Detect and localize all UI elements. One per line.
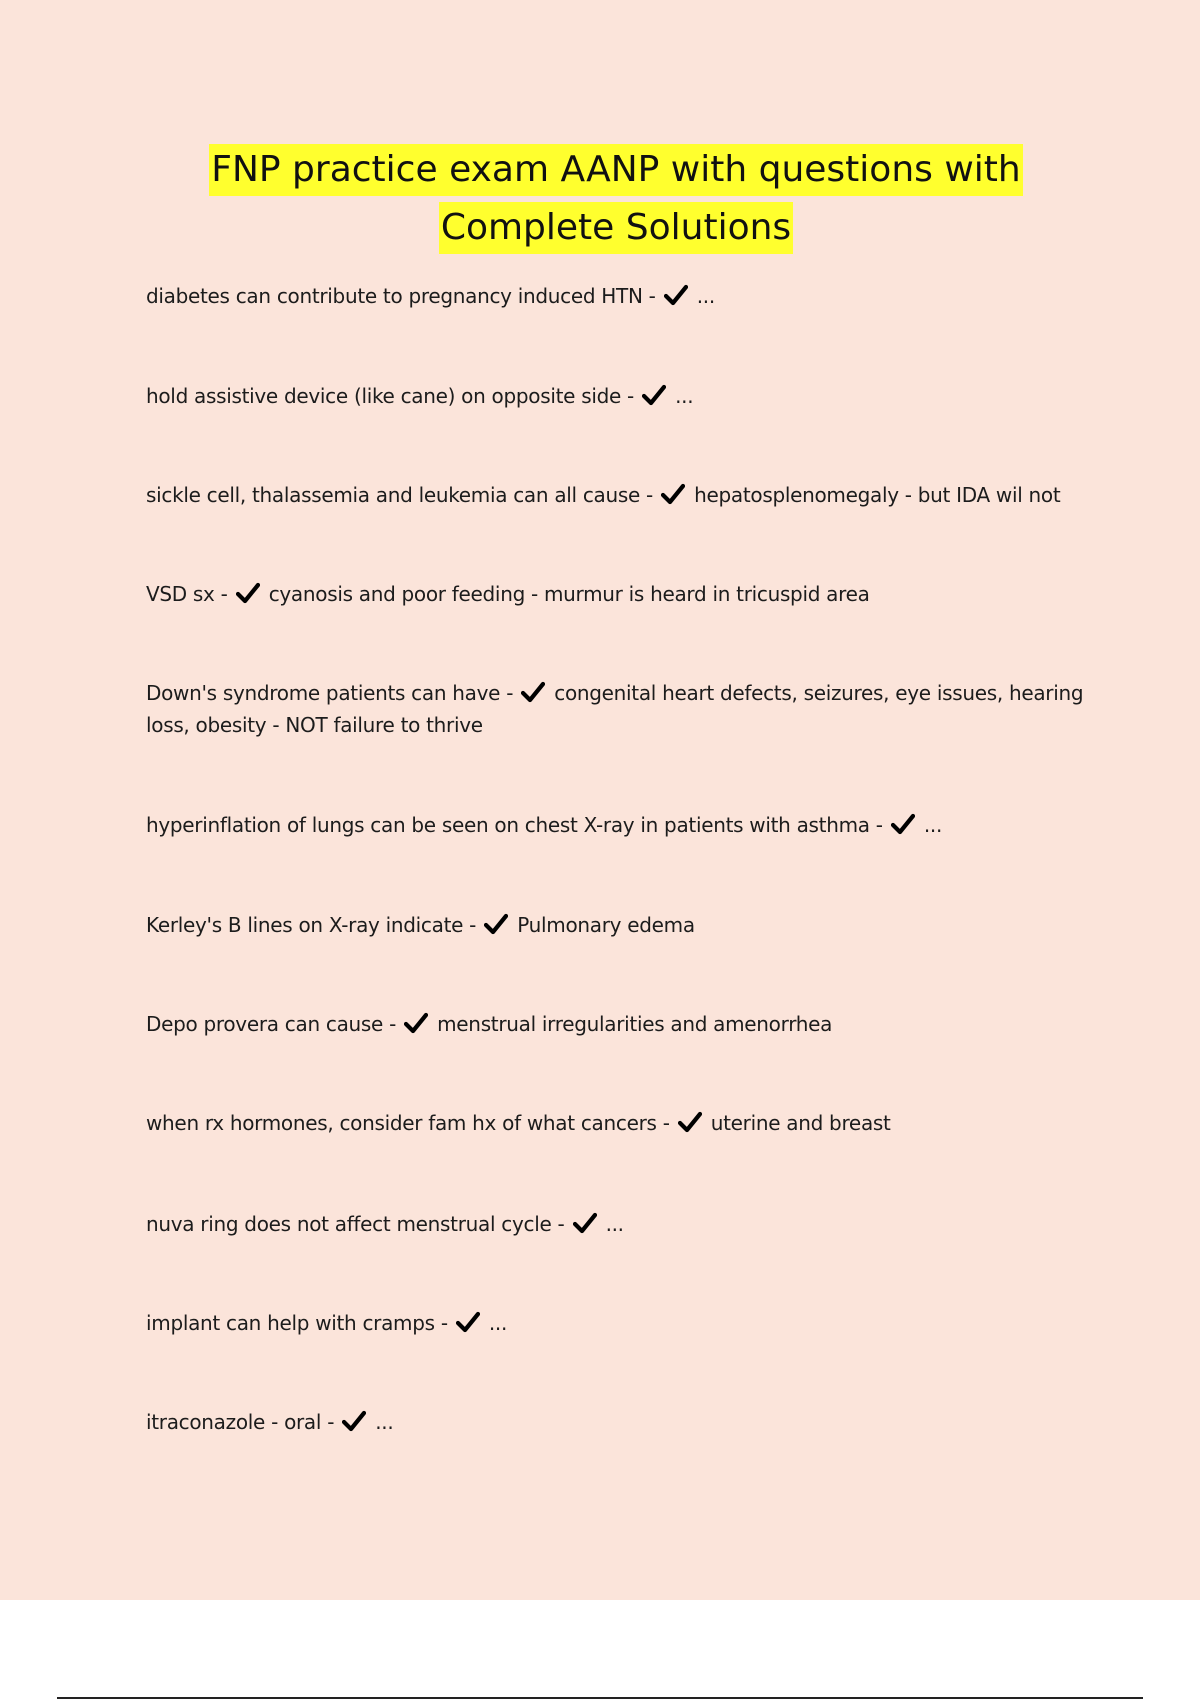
answer-text: ...: [923, 813, 943, 837]
qa-item: [146, 578, 1086, 610]
check-mark-icon: [678, 1111, 702, 1133]
check-mark-icon: [664, 284, 688, 306]
qa-item: [146, 380, 1086, 412]
qa-item: [146, 909, 1086, 941]
answer-text: Pulmonary edema: [517, 913, 695, 937]
question-text: implant can help with cramps -: [146, 1311, 448, 1335]
answer-text: congenital heart defects, seizures, eye issues, hearing loss, obesity - NOT failure to thrive: [146, 681, 1084, 737]
check-mark-icon: [642, 384, 666, 406]
footer-divider: [57, 1697, 1143, 1699]
check-mark-icon: [484, 913, 508, 935]
qa-item: [146, 1107, 1086, 1139]
qa-item: [146, 280, 1086, 312]
question-text: hyperinflation of lungs can be seen on chest X-ray in patients with asthma -: [146, 813, 883, 837]
answer-text: ...: [605, 1212, 624, 1236]
question-text: Depo provera can cause -: [146, 1012, 396, 1036]
question-text: when rx hormones, consider fam hx of what cancers -: [146, 1111, 670, 1135]
answer-text: uterine and breast: [710, 1111, 891, 1135]
question-text: Down's syndrome patients can have -: [146, 681, 514, 705]
check-mark-icon: [456, 1311, 480, 1333]
check-mark-icon: [342, 1410, 366, 1432]
question-text: itraconazole - oral -: [146, 1410, 335, 1434]
qa-item: [146, 479, 1086, 511]
check-mark-icon: [521, 681, 545, 703]
qa-item: [146, 809, 1086, 841]
qa-item: [146, 1406, 1086, 1438]
document-title: [0, 144, 1200, 260]
answer-text: ...: [488, 1311, 508, 1335]
question-text: Kerley's B lines on X-ray indicate -: [146, 913, 477, 937]
answer-text: ...: [375, 1410, 394, 1434]
qa-item: [146, 677, 1086, 741]
answer-text: menstrual irregularities and amenorrhea: [437, 1012, 833, 1036]
qa-item: [146, 1208, 1086, 1240]
question-text: sickle cell, thalassemia and leukemia can all cause -: [146, 483, 653, 507]
question-text: nuva ring does not affect menstrual cycle -: [146, 1212, 565, 1236]
check-mark-icon: [404, 1012, 428, 1034]
answer-text: ...: [675, 384, 694, 408]
answer-text: hepatosplenomegaly - but IDA wil not: [694, 483, 1061, 507]
question-text: diabetes can contribute to pregnancy induced HTN -: [146, 284, 656, 308]
check-mark-icon: [661, 483, 685, 505]
question-text: hold assistive device (like cane) on opposite side -: [146, 384, 634, 408]
qa-item: [146, 1307, 1086, 1339]
qa-item: [146, 1008, 1086, 1040]
answer-text: cyanosis and poor feeding - murmur is heard in tricuspid area: [268, 582, 870, 606]
title-line-2: Complete Solutions: [439, 202, 793, 254]
check-mark-icon: [891, 813, 915, 835]
check-mark-icon: [236, 582, 260, 604]
answer-text: ...: [696, 284, 715, 308]
title-line-1: FNP practice exam AANP with questions with: [209, 144, 1022, 196]
question-text: VSD sx -: [146, 582, 228, 606]
check-mark-icon: [573, 1212, 597, 1234]
